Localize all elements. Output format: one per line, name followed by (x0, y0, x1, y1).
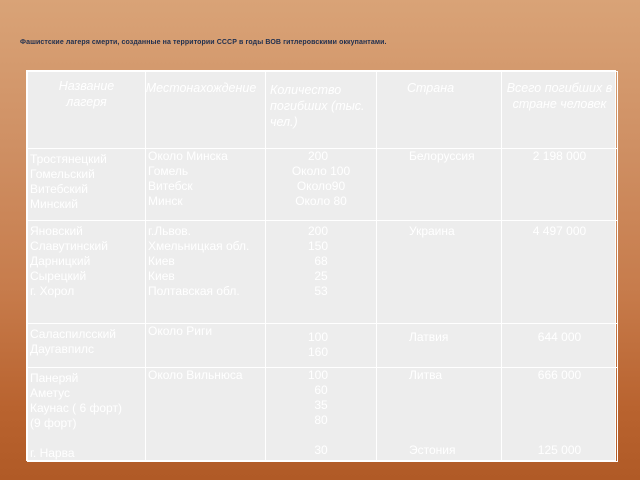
camp-location: Минск (148, 194, 183, 208)
cell-names (28, 149, 146, 221)
country-name: Белоруссия (409, 149, 475, 163)
cell-names (28, 324, 146, 368)
death-count: 100 (307, 368, 329, 382)
country-name: Литва (409, 368, 442, 382)
country-name: Украина (409, 224, 455, 238)
country-total: 2 198 000 (532, 149, 587, 163)
header-total (502, 72, 618, 149)
cell-deaths (266, 221, 377, 324)
country-total: 125 000 (537, 443, 582, 457)
death-count: 150 (307, 239, 329, 253)
header-country-text: Страна (407, 81, 455, 95)
camp-name: Славутинский (30, 239, 108, 253)
camps-table (27, 71, 618, 462)
cell-deaths (266, 368, 377, 462)
cell-total (502, 149, 618, 221)
death-count: 60 (314, 383, 328, 397)
table-row-ukraine (28, 221, 618, 324)
camp-location: Киев (148, 254, 175, 268)
death-count: 25 (314, 269, 328, 283)
cell-deaths (266, 149, 377, 221)
camp-name: Даугавпилс (30, 342, 95, 356)
table-header-row (28, 72, 618, 149)
camp-name: Сырецкий (30, 269, 87, 283)
camp-name: Витебский (30, 182, 89, 196)
country-name: Латвия (409, 330, 449, 344)
cell-total (502, 368, 618, 462)
death-count: 30 (314, 443, 328, 457)
camp-name: г. Хорол (30, 284, 75, 298)
death-count: 100 (307, 330, 329, 344)
camp-location: Киев (148, 269, 175, 283)
cell-locations (146, 368, 266, 462)
camp-name: Тростянецкий (30, 152, 107, 166)
camp-location: Около Минска (148, 149, 228, 163)
cell-country (377, 368, 502, 462)
country-name: Эстония (409, 443, 456, 457)
country-total: 4 497 000 (532, 224, 587, 238)
slide-title: Фашистские лагеря смерти, созданные на территории СССР в годы ВОВ гитлеровскими оккупантами. (20, 39, 387, 46)
camp-name: Яновский (30, 224, 83, 238)
death-count: 53 (314, 284, 328, 298)
cell-country (377, 149, 502, 221)
header-total-text: Всего погибших в стране человек (506, 81, 613, 111)
header-deaths-text: Количество погибших (тыс. чел.) (270, 83, 365, 129)
camp-location: Около Вильнюса (148, 368, 243, 382)
death-count: Около90 (296, 179, 346, 193)
death-count: 80 (314, 413, 328, 427)
header-camp-name (28, 72, 146, 149)
death-count: 35 (314, 398, 328, 412)
header-location (146, 72, 266, 149)
camp-name: Каунас ( 6 форт) (30, 401, 122, 415)
camp-location: Полтавская обл. (148, 284, 240, 298)
header-location-text: Местонахождение (145, 81, 257, 95)
cell-total (502, 324, 618, 368)
country-total: 666 000 (537, 368, 582, 382)
camp-name: (9 форт) (30, 416, 77, 430)
camp-name: Дарницкий (30, 254, 91, 268)
header-camp-name-text: Название лагеря (58, 79, 115, 109)
cell-locations (146, 324, 266, 368)
cell-locations (146, 149, 266, 221)
cell-names (28, 368, 146, 462)
camp-name: г. Нарва (30, 446, 75, 460)
table-row-lithuania-estonia (28, 368, 618, 462)
death-count: Около 80 (295, 194, 347, 208)
camp-name: Панеряй (30, 371, 79, 385)
cell-country (377, 324, 502, 368)
camp-name: Минский (30, 197, 78, 211)
table-row-belarus (28, 149, 618, 221)
camps-table-container (26, 70, 616, 461)
cell-locations (146, 221, 266, 324)
camp-location: Витебск (148, 179, 193, 193)
camp-name: Саласпилсский (30, 327, 117, 341)
cell-names (28, 221, 146, 324)
header-country (377, 72, 502, 149)
cell-deaths (266, 324, 377, 368)
death-count: 200 (307, 149, 329, 163)
cell-country (377, 221, 502, 324)
cell-total (502, 221, 618, 324)
country-total: 644 000 (537, 330, 582, 344)
camp-location: Около Риги (148, 324, 213, 338)
death-count: 160 (307, 345, 329, 359)
camp-location: Хмельницкая обл. (148, 239, 250, 253)
header-deaths (266, 72, 377, 149)
camp-location: Гомель (148, 164, 189, 178)
table-row-latvia (28, 324, 618, 368)
camp-location: г.Львов. (148, 224, 191, 238)
camp-name: Аметус (30, 386, 71, 400)
camp-name: Гомельский (30, 167, 95, 181)
death-count: 68 (314, 254, 328, 268)
death-count: Около 100 (291, 164, 351, 178)
death-count: 200 (307, 224, 329, 238)
